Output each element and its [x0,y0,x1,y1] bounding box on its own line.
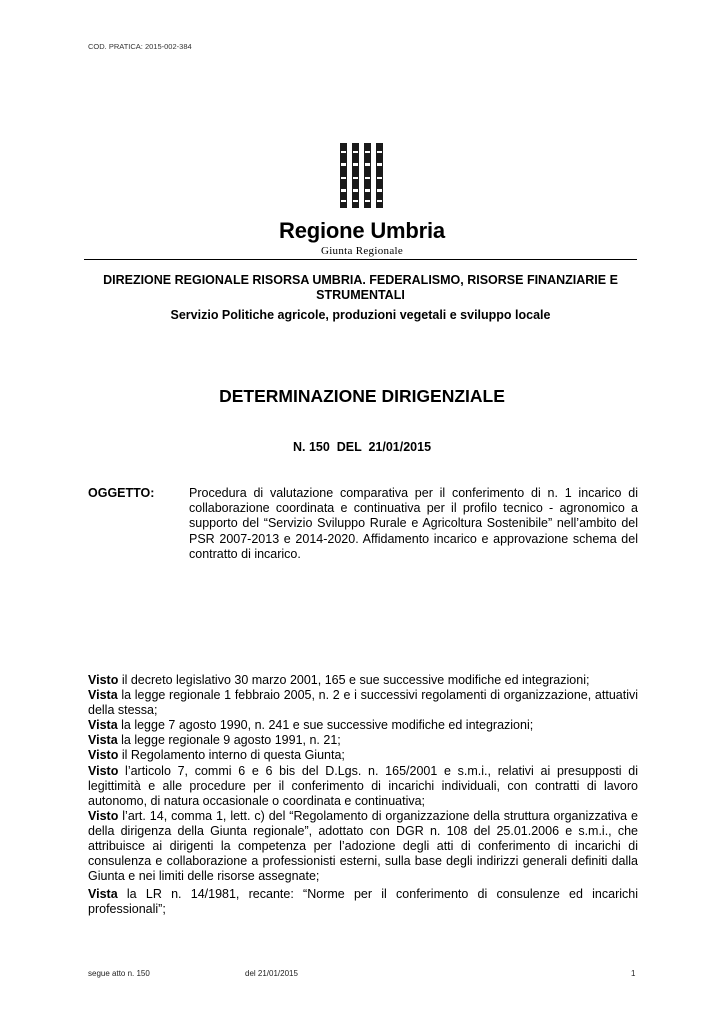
footer-date: del 21/01/2015 [245,969,298,978]
paragraph: Vista la legge regionale 1 febbraio 2005, n. 2 e i successivi regolamenti di organizzazione, attuativi della stessa; [88,688,638,718]
direzione-heading: DIREZIONE REGIONALE RISORSA UMBRIA. FEDERALISMO, RISORSE FINANZIARIE E STRUMENTALI [103,273,618,302]
preamble-body [88,673,638,918]
oggetto-label: OGGETTO: [88,486,155,500]
footer-act-ref: segue atto n. 150 [88,969,150,978]
paragraph: Vista la legge 7 agosto 1990, n. 241 e sue successive modifiche ed integrazioni; [88,718,534,733]
page-number: 1 [631,969,636,978]
header-divider [84,259,637,260]
paragraph: Vista la legge regionale 9 agosto 1991, n. 21; [88,733,341,748]
paragraph: Visto l’articolo 7, commi 6 e 6 bis del D.Lgs. n. 165/2001 e s.m.i., relativi ai presupposti di legittimità e alle procedure per il conferimento di incarichi individuali, con contratti di lavoro autonomo, di natura occasionale o coordinata e continuativa; [88,763,638,808]
paragraph: Visto il Regolamento interno di questa Giunta; [88,748,345,763]
servizio-heading: Servizio Politiche agricole, produzioni vegetali e sviluppo locale [170,308,551,322]
document-title: DETERMINAZIONE DIRIGENZIALE [219,386,505,406]
organization-subtitle: Giunta Regionale [320,245,404,257]
paragraph: Vista la LR n. 14/1981, recante: “Norme per il conferimento di consulenze ed incarichi professionali”; [88,887,638,917]
paragraph: Visto il decreto legislativo 30 marzo 2001, 165 e sue successive modifiche ed integrazioni; [88,673,590,687]
organization-name: Regione Umbria [279,218,445,243]
document-number: N. 150 DEL 21/01/2015 [292,440,432,454]
practice-code: COD. PRATICA: 2015-002-384 [88,42,192,51]
paragraph: Visto l’art. 14, comma 1, lett. c) del “Regolamento di organizzazione della struttura organizzativa e della dirigenza della Giunta regionale”, adottato con DGR n. 108 del 25.01.2006 e s.m.i., che attribuisce ai dirigenti la competenza per l’adozione degli atti di conferimento di incarichi di consulenza e collaborazione a professionisti esterni, sulla base degli indirizzi generali definiti dalla Giunta e nei limiti delle risorse assegnate; [88,808,638,884]
oggetto-text: Procedura di valutazione comparativa per il conferimento di n. 1 incarico di collaborazione coordinata e continuativa per il profilo tecnico - agronomico a supporto del “Servizio Sviluppo Rurale e Agricoltura Sostenibile” nell’ambito del PSR 2007-2013 e 2014-2020. Affidamento incarico e approvazione schema del contratto di incarico. [189,486,638,561]
regione-umbria-emblem-icon [339,143,385,208]
